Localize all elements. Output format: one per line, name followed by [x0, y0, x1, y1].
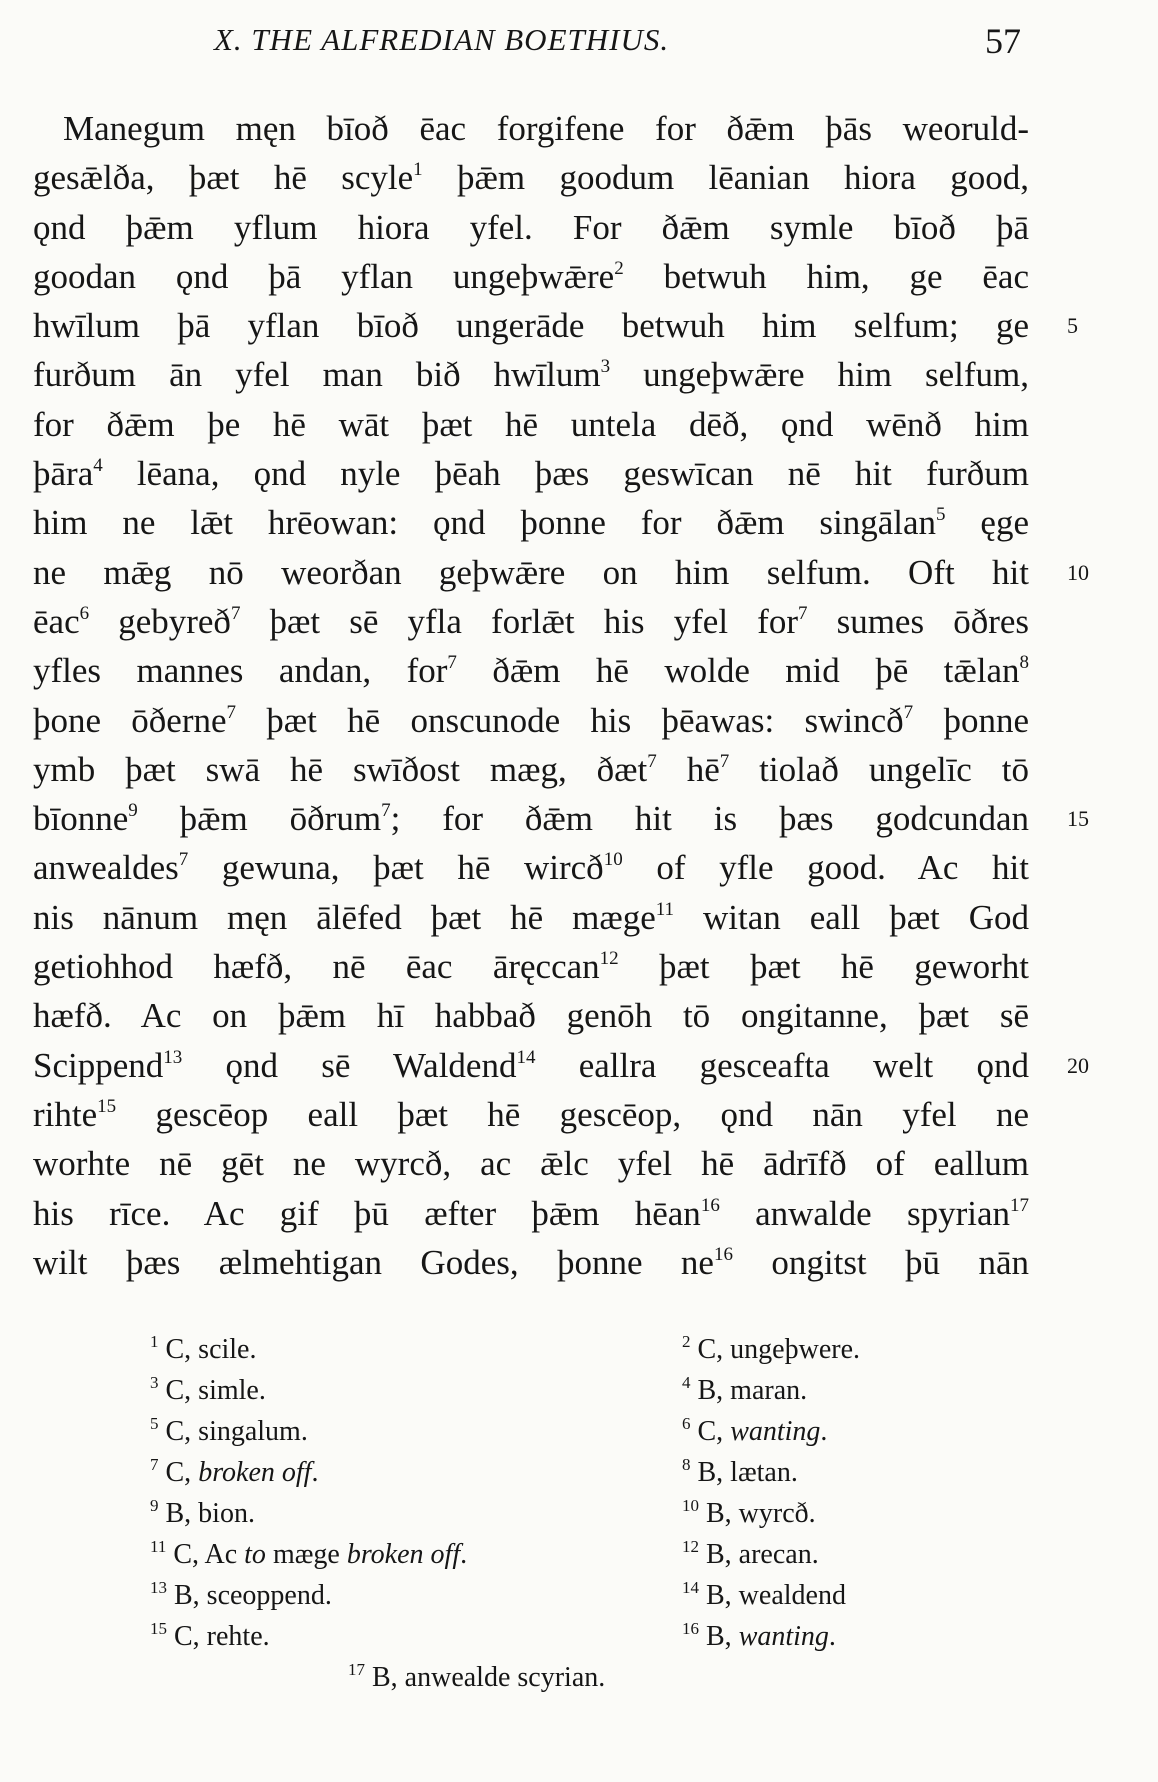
italic-text: to [244, 1539, 266, 1570]
footnote-ref: 17 [1010, 1194, 1030, 1216]
line-content [33, 498, 1029, 547]
line-content [33, 696, 1029, 745]
text-line [33, 400, 1029, 449]
text-run: anwalde spyrian [719, 1193, 1011, 1233]
text-line [33, 1238, 1029, 1287]
text-run: hwīlum þā yflan bīoð ungerāde betwuh him selfum; ge [33, 306, 1029, 346]
footnote [682, 1535, 819, 1575]
running-header [0, 18, 1158, 68]
text-run: ymb þæt swā hē swīðost mæg, ðæt [33, 749, 648, 789]
footnote [150, 1535, 467, 1575]
footnote [348, 1658, 605, 1698]
text-run: his rīce. Ac gif þū æfter þǣm hēan [33, 1193, 701, 1233]
text-run: B, wealdend [699, 1580, 846, 1611]
line-content [33, 597, 1029, 646]
text-run: B, sceoppend. [167, 1580, 332, 1611]
line-content [33, 548, 1029, 597]
footnote-ref: 8 [682, 1455, 691, 1474]
text-run: C, [690, 1416, 731, 1447]
line-content [33, 400, 1029, 449]
text-line [33, 301, 1078, 350]
line-content [33, 942, 1029, 991]
footnote-ref: 7 [447, 652, 457, 674]
text-run: goodan ǫnd þā yflan ungeþwǣre [33, 256, 615, 296]
text-run: þǣm ōðrum [137, 799, 382, 839]
footnote-ref: 4 [682, 1373, 691, 1392]
line-content [33, 1041, 1029, 1090]
text-run: þāra [33, 454, 94, 494]
text-line [33, 1090, 1029, 1139]
text-run: worhte nē gēt ne wyrcð, ac ǣlc yfel hē ādrīfð of eallum [33, 1144, 1029, 1184]
text-run: eallra gesceafta welt ǫnd [535, 1045, 1029, 1085]
text-run: . [820, 1416, 828, 1447]
text-run: C, [158, 1457, 199, 1488]
text-run: þæt þæt hē geworht [618, 947, 1029, 987]
footnote-ref: 15 [97, 1095, 117, 1117]
text-run: þonne [913, 700, 1029, 740]
italic-text: broken off [198, 1457, 312, 1488]
line-content [33, 1189, 1029, 1238]
line-content [33, 893, 1029, 942]
footnote-ref: 4 [93, 455, 103, 477]
footnote [682, 1453, 798, 1493]
line-content [33, 1090, 1029, 1139]
footnote-ref: 7 [381, 800, 391, 822]
line-content [33, 991, 1029, 1040]
text-line [33, 153, 1029, 202]
text-run: B, lætan. [690, 1457, 798, 1488]
text-run: mæge [265, 1539, 347, 1570]
footnote-ref: 5 [150, 1414, 159, 1433]
footnote-ref: 12 [599, 948, 619, 970]
main-text [33, 104, 1089, 1287]
footnote-ref: 7 [150, 1455, 159, 1474]
footnote-ref: 11 [150, 1537, 167, 1556]
text-line [33, 991, 1029, 1040]
text-run: B, [699, 1621, 739, 1652]
text-line [33, 498, 1029, 547]
text-run: C, scile. [158, 1334, 257, 1365]
line-content [33, 843, 1029, 892]
text-line [33, 843, 1029, 892]
line-number: 15 [1067, 806, 1089, 832]
text-run: ongitst þū nān [732, 1242, 1029, 1282]
text-run: gewuna, þæt hē wircð [188, 848, 604, 888]
footnote-ref: 7 [797, 602, 808, 624]
footnote-ref: 3 [150, 1373, 159, 1392]
text-run: lēana, ǫnd nyle þēah þæs geswīcan nē hit furðum [102, 454, 1029, 494]
text-line [33, 252, 1029, 301]
text-run: B, anwealde scyrian. [365, 1662, 606, 1693]
footnote-ref: 13 [163, 1046, 183, 1068]
footnote [150, 1412, 308, 1452]
text-run: þæt sē yfla forlǣt his yfel for [240, 601, 798, 641]
line-content [33, 646, 1029, 695]
text-run: . [311, 1457, 319, 1488]
footnote-ref: 8 [1019, 652, 1029, 674]
text-run: wilt þæs ælmehtigan Godes, þonne ne [33, 1242, 714, 1282]
text-run: hæfð. Ac on þǣm hī habbað genōh tō ongitanne, þæt sē [33, 996, 1029, 1036]
footnote [150, 1494, 255, 1534]
text-line [33, 696, 1029, 745]
footnote-ref: 11 [655, 898, 675, 920]
text-run: anwealdes [33, 848, 179, 888]
text-run: C, simle. [158, 1375, 266, 1406]
text-run: rihte [33, 1094, 98, 1134]
text-line [33, 745, 1029, 794]
italic-text: wanting [730, 1416, 821, 1447]
text-run: C, Ac [166, 1539, 245, 1570]
line-number: 5 [1067, 313, 1078, 339]
line-number: 20 [1067, 1052, 1089, 1078]
footnote-ref: 1 [413, 159, 423, 181]
text-run: ēac [33, 601, 80, 641]
line-content [33, 350, 1029, 399]
text-line [33, 203, 1029, 252]
text-run: ęge [945, 503, 1029, 543]
line-content [33, 1238, 1029, 1287]
text-run: gesǣlða, þæt hē scyle [33, 158, 414, 198]
text-run: witan eall þæt God [674, 897, 1029, 937]
text-line [33, 893, 1029, 942]
line-content [33, 153, 1029, 202]
footnote [150, 1330, 257, 1370]
text-run: gebyreð [89, 601, 231, 641]
footnote-ref: 14 [516, 1046, 536, 1068]
footnote [682, 1412, 827, 1452]
text-line [33, 1041, 1089, 1090]
text-run: B, maran. [690, 1375, 808, 1406]
footnote [682, 1330, 860, 1370]
line-content [33, 794, 1029, 843]
text-run: of yfle good. Ac hit [622, 848, 1029, 888]
footnote [682, 1576, 846, 1616]
text-run: ; for ðǣm hit is þæs godcundan [390, 799, 1030, 839]
text-line [33, 1139, 1029, 1188]
text-run: bīonne [33, 799, 129, 839]
footnote [150, 1576, 332, 1616]
footnote-ref: 3 [600, 356, 611, 378]
text-run: Scippend [33, 1045, 164, 1085]
footnote-ref: 9 [128, 800, 138, 822]
line-content [33, 104, 1029, 153]
text-run: getiohhod hæfð, nē ēac āręccan [33, 947, 600, 987]
footnote-ref: 5 [936, 504, 946, 526]
text-run: . [828, 1621, 836, 1652]
text-run: betwuh him, ge ēac [623, 256, 1029, 296]
footnote [150, 1617, 270, 1657]
footnote-ref: 16 [700, 1194, 720, 1216]
text-line [33, 548, 1089, 597]
footnote [682, 1494, 816, 1534]
footnote-ref: 7 [647, 750, 657, 772]
footnote-ref: 14 [682, 1578, 699, 1597]
text-run: þone ōðerne [33, 700, 227, 740]
text-run: ðǣm hē wolde mid þē tǣlan [456, 651, 1020, 691]
text-line [33, 942, 1029, 991]
footnote-ref: 10 [603, 849, 623, 871]
text-line [33, 350, 1029, 399]
text-run: yfles mannes andan, for [33, 651, 448, 691]
text-run: þǣm goodum lēanian hiora good, [422, 158, 1029, 198]
footnote-ref: 13 [150, 1578, 167, 1597]
text-line [33, 794, 1089, 843]
text-run: Manegum męn bīoð ēac forgifene for ðǣm þās weoruld- [63, 109, 1029, 148]
line-content [33, 745, 1029, 794]
footnote-ref: 7 [230, 602, 241, 624]
text-run: ǫnd sē Waldend [182, 1045, 517, 1085]
line-number: 10 [1067, 559, 1089, 585]
line-content [33, 301, 1029, 350]
footnote-ref: 17 [348, 1660, 365, 1679]
text-run: B, wyrcð. [699, 1498, 816, 1529]
footnote-ref: 16 [682, 1619, 699, 1638]
footnote-ref: 6 [79, 602, 90, 624]
line-content [33, 449, 1029, 498]
text-run: C, ungeþwere. [690, 1334, 861, 1365]
text-run: þæt hē onscunode his þēawas: swincð [236, 700, 904, 740]
italic-text: wanting [738, 1621, 829, 1652]
footnote-ref: 7 [178, 849, 189, 871]
text-run: C, singalum. [158, 1416, 308, 1447]
text-run: B, bion. [158, 1498, 255, 1529]
footnote-ref: 15 [150, 1619, 167, 1638]
footnote-ref: 7 [719, 750, 730, 772]
footnote-ref: 7 [903, 701, 914, 723]
text-line [33, 104, 1029, 153]
footnote-ref: 10 [682, 1496, 699, 1515]
line-content [33, 203, 1029, 252]
footnote [682, 1371, 807, 1411]
text-line [33, 646, 1029, 695]
footnote [682, 1617, 836, 1657]
footnote-ref: 6 [682, 1414, 691, 1433]
text-line [33, 597, 1029, 646]
italic-text: broken off [346, 1539, 461, 1570]
footnote-ref: 1 [150, 1332, 159, 1351]
text-line [33, 1189, 1029, 1238]
text-run: sumes ōðres [807, 601, 1030, 641]
page-number: 57 [985, 21, 1021, 61]
running-title: X. THE ALFREDIAN BOETHIUS. [214, 22, 670, 57]
footnote-ref: 9 [150, 1496, 159, 1515]
text-run: for ðǣm þe hē wāt þæt hē untela dēð, ǫnd wēnð him [33, 404, 1029, 444]
footnote [150, 1453, 318, 1493]
text-run: . [460, 1539, 468, 1570]
text-run: B, arecan. [699, 1539, 819, 1570]
text-run: nis nānum męn ālēfed þæt hē mæge [33, 897, 656, 937]
text-run: C, rehte. [167, 1621, 270, 1652]
text-line [33, 449, 1029, 498]
footnote-ref: 2 [682, 1332, 691, 1351]
text-run: gescēop eall þæt hē gescēop, ǫnd nān yfel ne [116, 1094, 1029, 1134]
footnote-ref: 7 [226, 701, 237, 723]
text-run: ne mǣg nō weorðan geþwǣre on him selfum. Oft hit [33, 552, 1029, 592]
text-run: ungeþwǣre him selfum, [610, 355, 1029, 395]
footnote-ref: 12 [682, 1537, 699, 1556]
text-run: hē [656, 749, 720, 789]
footnote [150, 1371, 266, 1411]
text-run: him ne lǣt hrēowan: ǫnd þonne for ðǣm singālan [33, 503, 937, 543]
line-content [33, 252, 1029, 301]
footnote-ref: 2 [614, 257, 624, 279]
text-run: ǫnd þǣm yflum hiora yfel. For ðǣm symle bīoð þā [33, 207, 1029, 247]
footnote-ref: 16 [713, 1243, 733, 1265]
text-run: furðum ān yfel man bið hwīlum [33, 355, 601, 395]
text-run: tiolað ungelīc tō [729, 749, 1029, 789]
line-content [33, 1139, 1029, 1188]
